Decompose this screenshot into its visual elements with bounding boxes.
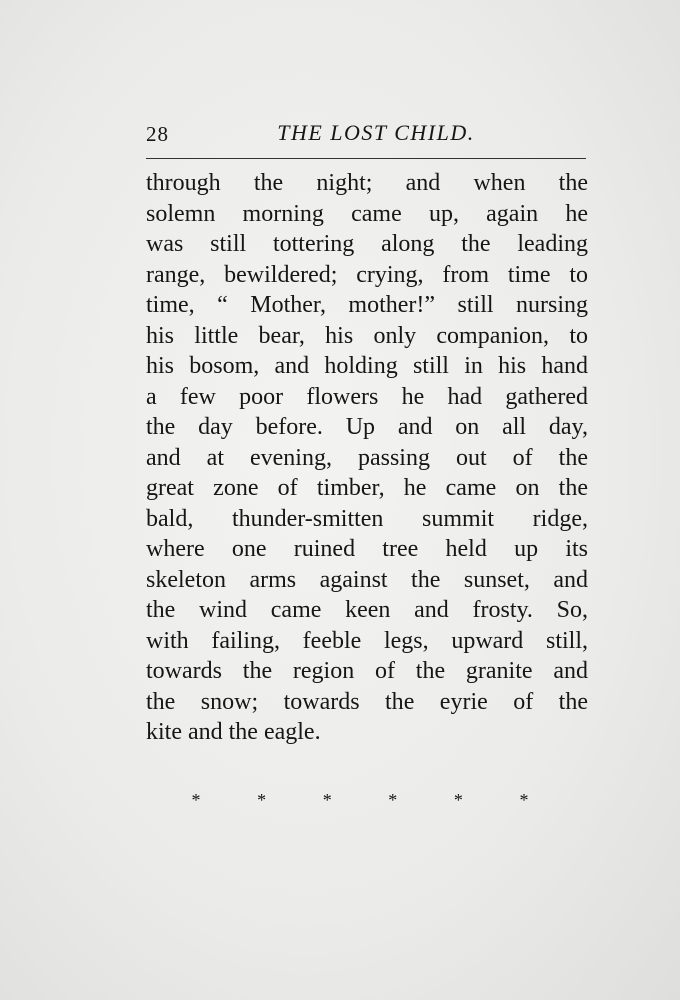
asterisk: * <box>453 790 463 810</box>
text-line: skeleton arms against the sunset, and <box>146 566 588 593</box>
text-line: great zone of timber, he came on the <box>146 475 588 501</box>
text-line: time, “ Mother, mother!” still nursing <box>146 292 588 318</box>
section-break <box>190 790 530 811</box>
asterisk: * <box>519 790 529 810</box>
text-line: the snow; towards the eyrie of the <box>146 688 588 715</box>
text-line: through the night; and when the <box>146 170 588 196</box>
text-line: where one ruined tree held up its <box>146 536 588 562</box>
text-line: towards the region of the granite and <box>146 658 588 684</box>
header-rule <box>146 158 586 159</box>
asterisk: * <box>191 790 201 810</box>
text-line: a few poor flowers he had gathered <box>146 383 588 410</box>
asterisk: * <box>388 790 398 810</box>
text-line: bald, thunder-smitten summit ridge, <box>146 505 588 532</box>
text-line: the day before. Up and on all day, <box>146 414 588 440</box>
page-header <box>146 120 586 150</box>
asterisk: * <box>257 790 267 810</box>
text-line: solemn morning came up, again he <box>146 200 588 227</box>
text-line: his bosom, and holding still in his hand <box>146 353 588 379</box>
text-line: range, bewildered; crying, from time to <box>146 261 588 288</box>
asterisk: * <box>322 790 332 810</box>
body-text <box>146 168 588 748</box>
text-line: the wind came keen and frosty. So, <box>146 597 588 623</box>
text-line: with failing, feeble legs, upward still, <box>146 627 588 654</box>
text-line: was still tottering along the leading <box>146 231 588 257</box>
running-title: THE LOST CHILD. <box>277 120 475 145</box>
text-line: his little bear, his only companion, to <box>146 322 588 349</box>
page-number: 28 <box>146 122 169 146</box>
text-line: and at evening, passing out of the <box>146 444 588 471</box>
text-line: kite and the eagle. <box>146 719 321 745</box>
